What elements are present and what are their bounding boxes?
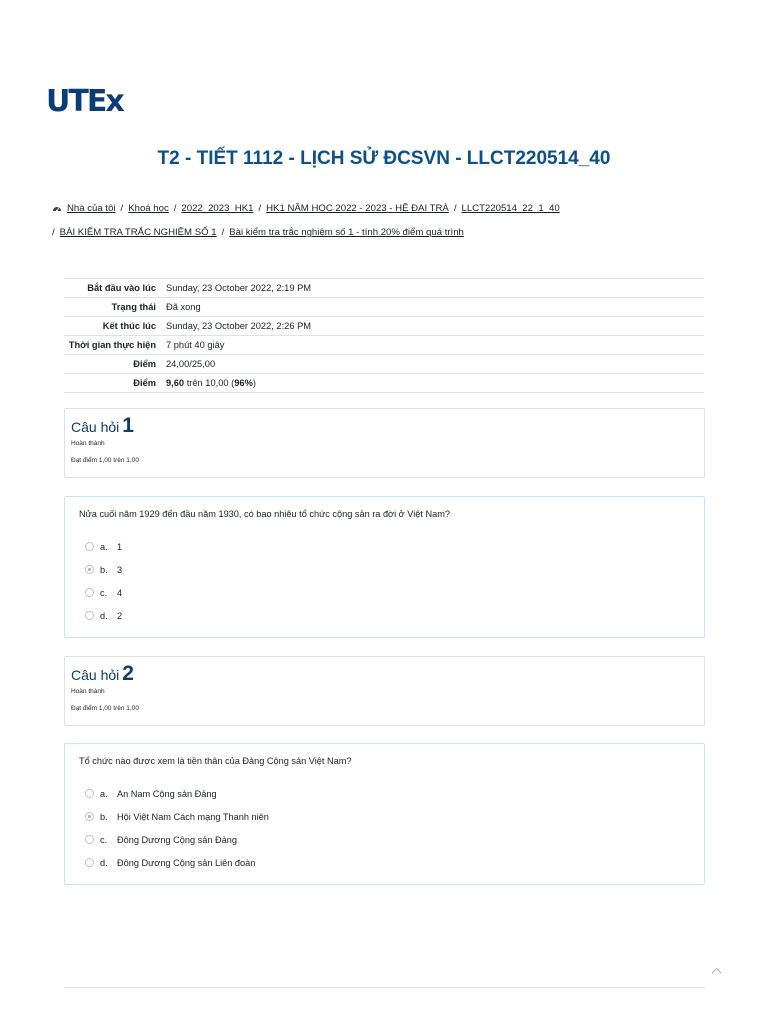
answer-text: An Nam Cộng sản Đảng: [117, 788, 217, 799]
answer-option-d[interactable]: [85, 851, 690, 874]
breadcrumb-courses[interactable]: Khoá học: [128, 203, 169, 214]
summary-row-grade: [64, 374, 704, 393]
summary-label: Điểm: [133, 359, 156, 369]
question-grade: Đạt điểm 1,00 trên 1,00: [71, 457, 139, 464]
breadcrumb-term[interactable]: 2022_2023_HK1: [181, 203, 254, 214]
summary-value: [162, 374, 704, 393]
breadcrumb-separator: /: [52, 227, 55, 238]
summary-value: Sunday, 23 October 2022, 2:19 PM: [166, 283, 312, 293]
radio-unchecked-icon[interactable]: [85, 588, 94, 597]
page-title: T2 - TIẾT 1112 - LỊCH SỬ ĐCSVN - LLCT220514_40: [157, 148, 611, 169]
question-label: Câu hỏi: [71, 419, 120, 435]
question-info-2: [64, 656, 705, 726]
chevron-up-icon: [711, 967, 722, 974]
answer-text: Đông Dương Cộng sản Liên đoàn: [117, 857, 256, 868]
answer-text: 3: [117, 564, 123, 575]
summary-row-completed: [64, 317, 704, 336]
answer-text: 1: [117, 541, 123, 552]
breadcrumb-course[interactable]: LLCT220514_22_1_40: [461, 203, 560, 214]
radio-checked-icon[interactable]: [85, 565, 94, 574]
footer-divider: [64, 987, 705, 988]
breadcrumb-separator: /: [221, 227, 225, 238]
question-content-2: [64, 743, 705, 885]
dashboard-icon: [52, 204, 62, 212]
answer-option-d[interactable]: [85, 604, 690, 627]
breadcrumb-home[interactable]: Nhà của tôi: [67, 203, 116, 214]
answer-text: Đông Dương Cộng sản Đảng: [117, 834, 237, 845]
answer-letter: d.: [100, 857, 108, 868]
grade-close: ): [252, 378, 256, 388]
question-state: Hoàn thành: [71, 440, 105, 447]
site-logo[interactable]: [46, 86, 123, 118]
answer-letter: b.: [100, 564, 108, 575]
breadcrumb-separator: /: [120, 203, 124, 214]
answer-option-c[interactable]: [85, 828, 690, 851]
logo-text: UTEx: [46, 84, 123, 119]
summary-label: Trạng thái: [111, 302, 156, 312]
question-info-1: [64, 408, 705, 478]
question-grade: Đạt điểm 1,00 trên 1,00: [71, 705, 139, 712]
radio-unchecked-icon[interactable]: [85, 542, 94, 551]
summary-value: 24,00/25,00: [166, 359, 216, 369]
breadcrumb-separator: /: [453, 203, 457, 214]
answer-text: 2: [117, 610, 123, 621]
question-number: [71, 663, 698, 686]
answer-option-c[interactable]: [85, 581, 690, 604]
summary-value: Sunday, 23 October 2022, 2:26 PM: [166, 321, 312, 331]
grade-score: 9,60: [166, 378, 185, 388]
grade-out-of: trên 10,00 (: [184, 378, 235, 388]
answer-text: Hội Việt Nam Cách mạng Thanh niên: [117, 811, 269, 822]
summary-value: Đã xong: [166, 302, 201, 312]
summary-value: 7 phút 40 giây: [166, 340, 225, 350]
answer-option-a[interactable]: [85, 782, 690, 805]
question-text: Tổ chức nào được xem là tiền thân của Đảng Cộng sản Việt Nam?: [79, 756, 352, 766]
summary-row-state: [64, 298, 704, 317]
breadcrumb-program[interactable]: HK1 NĂM HỌC 2022 - 2023 - HỆ ĐẠI TRÀ: [266, 203, 449, 214]
answer-option-b[interactable]: [85, 805, 690, 828]
grade-percent: 96%: [234, 378, 253, 388]
summary-label: Điểm: [133, 378, 156, 388]
answer-option-b[interactable]: [85, 558, 690, 581]
question-text: Nửa cuối năm 1929 đến đầu năm 1930, có bao nhiêu tổ chức cộng sản ra đời ở Việt Nam?: [79, 509, 450, 519]
breadcrumb: [52, 197, 722, 245]
question-number: [71, 415, 698, 438]
radio-checked-icon[interactable]: [85, 812, 94, 821]
question-content-1: [64, 496, 705, 638]
breadcrumb-section[interactable]: BÀI KIỂM TRA TRẮC NGHIỆM SỐ 1: [59, 227, 217, 238]
question-number-value: 2: [122, 662, 134, 685]
summary-label: Thời gian thực hiện: [68, 340, 156, 350]
summary-label: Kết thúc lúc: [102, 321, 156, 331]
back-to-top-button[interactable]: [711, 963, 722, 977]
answer-letter: c.: [100, 587, 108, 598]
breadcrumb-separator: /: [258, 203, 262, 214]
question-number-value: 1: [122, 414, 134, 437]
radio-unchecked-icon[interactable]: [85, 835, 94, 844]
radio-unchecked-icon[interactable]: [85, 789, 94, 798]
answer-letter: a.: [100, 541, 108, 552]
answer-list: [85, 782, 690, 874]
radio-unchecked-icon[interactable]: [85, 611, 94, 620]
question-label: Câu hỏi: [71, 667, 120, 683]
summary-row-marks: [64, 355, 704, 374]
answer-list: [85, 535, 690, 627]
answer-letter: c.: [100, 834, 108, 845]
answer-letter: d.: [100, 610, 108, 621]
summary-label: Bắt đầu vào lúc: [87, 283, 156, 293]
answer-letter: a.: [100, 788, 108, 799]
answer-letter: b.: [100, 811, 108, 822]
attempt-summary-table: [64, 278, 704, 393]
summary-row-started: [64, 279, 704, 298]
answer-option-a[interactable]: [85, 535, 690, 558]
breadcrumb-separator: /: [173, 203, 177, 214]
answer-text: 4: [117, 587, 123, 598]
breadcrumb-quiz[interactable]: Bài kiểm tra trắc nghiệm số 1 - tính 20% điểm quá trình: [229, 227, 464, 238]
radio-unchecked-icon[interactable]: [85, 858, 94, 867]
summary-row-time-taken: [64, 336, 704, 355]
question-state: Hoàn thành: [71, 688, 105, 695]
